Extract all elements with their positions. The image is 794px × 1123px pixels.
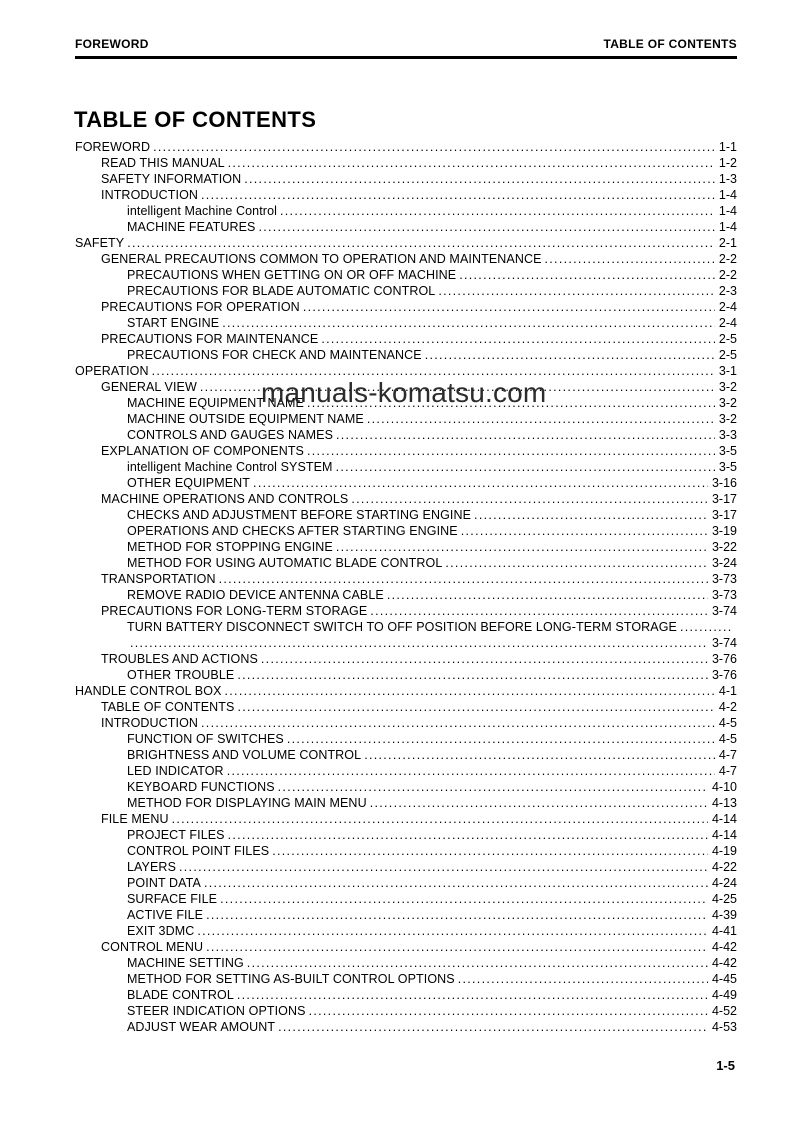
toc-entry-page: 2-5 [718,348,737,362]
toc-entry-label: MACHINE FEATURES [127,220,256,234]
toc-entry-page: 3-76 [711,652,737,666]
toc-entry [75,267,737,283]
dot-leader [459,267,715,283]
toc-entry [75,795,737,811]
dot-leader [287,731,715,747]
toc-entry-page: 4-25 [711,892,737,906]
toc-entry-page: 4-5 [718,732,737,746]
toc-entry-label: CONTROL MENU [101,940,204,954]
toc-entry-label: EXIT 3DMC [127,924,195,938]
toc-entry-label: GENERAL VIEW [101,380,197,394]
toc-entry-page: 4-52 [711,1004,737,1018]
toc-entry [75,987,737,1003]
toc-entry [75,715,737,731]
toc-entry [75,619,737,635]
dot-leader [201,715,715,731]
dot-leader [278,1019,708,1035]
toc-entry-page: 4-53 [711,1020,737,1034]
toc-entry-label: HANDLE CONTROL BOX [75,684,222,698]
toc-entry-label: LAYERS [127,860,177,874]
toc-entry-label: PRECAUTIONS FOR BLADE AUTOMATIC CONTROL [127,284,436,298]
toc-entry-page: 3-16 [711,476,737,490]
toc-entry-label: READ THIS MANUAL [101,156,225,170]
toc-entry [75,555,737,571]
toc-entry-label: MACHINE SETTING [127,956,244,970]
toc-entry-label: MACHINE OPERATIONS AND CONTROLS [101,492,349,506]
toc-entry-label: POINT DATA [127,876,201,890]
toc-entry-label: OTHER EQUIPMENT [127,476,251,490]
dot-leader [179,859,708,875]
toc-entry-label: intelligent Machine Control SYSTEM [127,460,333,474]
toc-entry-label: METHOD FOR SETTING AS-BUILT CONTROL OPTIONS [127,972,455,986]
toc-entry-label: KEYBOARD FUNCTIONS [127,780,275,794]
toc-entry [75,811,737,827]
toc-entry-label: OPERATIONS AND CHECKS AFTER STARTING ENGINE [127,524,458,538]
toc-entry-label: MACHINE OUTSIDE EQUIPMENT NAME [127,412,364,426]
footer-page-number: 1-5 [716,1058,735,1073]
dot-leader [303,299,715,315]
toc-entry-page: 4-39 [711,908,737,922]
dot-leader [272,843,708,859]
dot-leader [364,747,715,763]
toc-entry-label: OPERATION [75,364,149,378]
toc-entry-label: CHECKS AND ADJUSTMENT BEFORE STARTING ENGINE [127,508,472,522]
toc-entry-label: TABLE OF CONTENTS [101,700,235,714]
dot-leader [336,459,715,475]
toc-entry-page: 1-1 [718,140,737,154]
dot-leader [201,187,715,203]
toc-entry-page: 1-4 [718,204,737,218]
toc-entry [75,971,737,987]
dot-leader [225,683,715,699]
toc-entry-page: 2-4 [718,316,737,330]
toc-entry-label: TROUBLES AND ACTIONS [101,652,258,666]
toc-entry [75,235,737,251]
toc-entry [75,843,737,859]
dot-leader [680,619,733,635]
dot-leader [127,235,715,251]
running-header-right: TABLE OF CONTENTS [603,37,737,51]
toc-entry-label: PROJECT FILES [127,828,225,842]
toc-entry-page: 4-13 [711,796,737,810]
toc-entry [75,331,737,347]
toc-entry-page: 2-3 [718,284,737,298]
toc-entry-label: METHOD FOR DISPLAYING MAIN MENU [127,796,367,810]
toc-entry-page: 4-42 [711,940,737,954]
dot-leader [237,667,708,683]
toc-entry [75,875,737,891]
toc-entry [75,779,737,795]
toc-entry-continuation [75,635,737,651]
toc-entry-label: START ENGINE [127,316,220,330]
toc-entry-page: 4-14 [711,812,737,826]
toc-entry [75,907,737,923]
toc-entry-label: BLADE CONTROL [127,988,234,1002]
toc-list [75,139,737,1035]
toc-entry-page: 4-10 [711,780,737,794]
dot-leader [458,971,708,987]
toc-entry-label: BRIGHTNESS AND VOLUME CONTROL [127,748,362,762]
toc-entry-page: 4-1 [718,684,737,698]
toc-entry-label: REMOVE RADIO DEVICE ANTENNA CABLE [127,588,384,602]
dot-leader [253,475,708,491]
toc-entry [75,475,737,491]
dot-leader [247,955,708,971]
dot-leader [545,251,715,267]
toc-entry-page: 3-24 [711,556,737,570]
page-title: TABLE OF CONTENTS [74,107,317,132]
toc-entry [75,763,737,779]
dot-leader [307,443,715,459]
dot-leader [220,891,708,907]
toc-entry-page: 3-5 [718,444,737,458]
toc-entry-label: INTRODUCTION [101,716,199,730]
dot-leader [278,779,708,795]
toc-entry-page: 3-74 [711,636,737,650]
running-header-left: FOREWORD [75,37,149,51]
toc-entry-page: 3-73 [711,572,737,586]
toc-entry [75,667,737,683]
toc-entry-page: 4-5 [718,716,737,730]
toc-entry-page: 2-5 [718,332,737,346]
toc-entry-label: OTHER TROUBLE [127,668,235,682]
dot-leader [130,635,708,651]
toc-entry [75,139,737,155]
toc-entry-page: 3-74 [711,604,737,618]
toc-entry-label: LED INDICATOR [127,764,224,778]
toc-entry [75,251,737,267]
dot-leader [228,827,708,843]
toc-entry-label: INTRODUCTION [101,188,199,202]
toc-entry [75,187,737,203]
dot-leader [474,507,708,523]
dot-leader [321,331,715,347]
dot-leader [204,875,708,891]
toc-entry-label: CONTROL POINT FILES [127,844,270,858]
dot-leader [206,907,708,923]
toc-entry [75,859,737,875]
toc-entry [75,651,737,667]
dot-leader [370,603,708,619]
toc-entry-label: PRECAUTIONS WHEN GETTING ON OR OFF MACHINE [127,268,457,282]
toc-entry [75,299,737,315]
toc-entry [75,683,737,699]
toc-entry [75,539,737,555]
toc-entry-page: 3-19 [711,524,737,538]
header-rule [75,56,737,59]
toc-entry-page: 4-45 [711,972,737,986]
toc-entry [75,1003,737,1019]
toc-entry [75,827,737,843]
toc-entry-page: 4-49 [711,988,737,1002]
toc-entry-label: ADJUST WEAR AMOUNT [127,1020,276,1034]
dot-leader [228,155,715,171]
toc-entry [75,923,737,939]
toc-entry [75,315,737,331]
toc-entry [75,1019,737,1035]
toc-entry-label: PRECAUTIONS FOR MAINTENANCE [101,332,319,346]
toc-entry-label: TURN BATTERY DISCONNECT SWITCH TO OFF POSITION BEFORE LONG-TERM STORAGE [127,620,677,634]
toc-entry-page: 4-22 [711,860,737,874]
toc-entry-label: FUNCTION OF SWITCHES [127,732,284,746]
toc-entry-label: SAFETY INFORMATION [101,172,242,186]
dot-leader [227,763,715,779]
toc-entry-page: 3-73 [711,588,737,602]
toc-entry-page: 3-1 [718,364,737,378]
dot-leader [367,411,715,427]
dot-leader [461,523,708,539]
dot-leader [206,939,708,955]
toc-entry-page: 2-4 [718,300,737,314]
dot-leader [222,315,715,331]
toc-entry [75,411,737,427]
toc-entry-page: 2-1 [718,236,737,250]
toc-entry [75,699,737,715]
toc-entry-page: 4-42 [711,956,737,970]
dot-leader [425,347,715,363]
toc-entry-page: 1-3 [718,172,737,186]
toc-entry-label: PRECAUTIONS FOR OPERATION [101,300,300,314]
dot-leader [219,571,708,587]
toc-entry [75,219,737,235]
toc-entry [75,171,737,187]
toc-entry-page: 2-2 [718,268,737,282]
toc-entry [75,523,737,539]
toc-entry-page: 4-24 [711,876,737,890]
toc-entry-page: 4-7 [718,764,737,778]
toc-entry [75,459,737,475]
toc-entry-page: 4-41 [711,924,737,938]
dot-leader [172,811,708,827]
dot-leader [309,1003,708,1019]
toc-entry-label: METHOD FOR STOPPING ENGINE [127,540,333,554]
page-footer [75,1058,735,1073]
toc-entry-page: 3-2 [718,396,737,410]
toc-entry-label: METHOD FOR USING AUTOMATIC BLADE CONTROL [127,556,443,570]
dot-leader [261,651,708,667]
toc-entry-page: 3-22 [711,540,737,554]
dot-leader [280,203,715,219]
toc-entry [75,603,737,619]
toc-entry-page: 1-2 [718,156,737,170]
toc-entry [75,427,737,443]
toc-entry [75,747,737,763]
toc-entry-page: 4-7 [718,748,737,762]
toc-entry [75,731,737,747]
toc-entry-page: 3-5 [718,460,737,474]
toc-entry-label: EXPLANATION OF COMPONENTS [101,444,304,458]
watermark: manuals-komatsu.com [261,377,547,408]
dot-leader [153,139,715,155]
toc-entry-label: SAFETY [75,236,125,250]
dot-leader [237,987,708,1003]
toc-entry-label: TRANSPORTATION [101,572,216,586]
toc-entry [75,347,737,363]
dot-leader [336,539,708,555]
dot-leader [237,699,714,715]
dot-leader [244,171,715,187]
toc-entry-page: 4-2 [718,700,737,714]
toc-entry [75,571,737,587]
toc-entry-page: 4-14 [711,828,737,842]
toc-entry-page: 4-19 [711,844,737,858]
toc-entry-label: GENERAL PRECAUTIONS COMMON TO OPERATION AND MAINTENANCE [101,252,542,266]
toc-entry-label: MACHINE EQUIPMENT NAME [127,396,304,410]
toc-entry-page: 3-2 [718,380,737,394]
toc-entry [75,955,737,971]
toc-entry [75,283,737,299]
toc-entry-label: PRECAUTIONS FOR LONG-TERM STORAGE [101,604,368,618]
toc-entry-label: STEER INDICATION OPTIONS [127,1004,306,1018]
dot-leader [445,555,708,571]
toc-entry-page: 3-17 [711,492,737,506]
toc-entry-page: 1-4 [718,220,737,234]
toc-entry-label: CONTROLS AND GAUGES NAMES [127,428,334,442]
toc-entry [75,939,737,955]
toc-entry-page: 1-4 [718,188,737,202]
toc-entry-label: ACTIVE FILE [127,908,204,922]
dot-leader [387,587,708,603]
toc-entry-label: PRECAUTIONS FOR CHECK AND MAINTENANCE [127,348,422,362]
toc-entry-label: SURFACE FILE [127,892,218,906]
toc-entry-page: 3-2 [718,412,737,426]
dot-leader [258,219,714,235]
toc-entry-page: 3-76 [711,668,737,682]
dot-leader [197,923,708,939]
toc-entry-page: 3-3 [718,428,737,442]
toc-entry-label: FILE MENU [101,812,169,826]
dot-leader [351,491,708,507]
toc-entry [75,491,737,507]
toc-entry-label: FOREWORD [75,140,151,154]
toc-entry-page: 3-17 [711,508,737,522]
toc-entry [75,891,737,907]
toc-entry [75,507,737,523]
toc-entry [75,587,737,603]
toc-entry-page: 2-2 [718,252,737,266]
toc-entry [75,155,737,171]
dot-leader [336,427,715,443]
toc-entry-label: intelligent Machine Control [127,204,278,218]
dot-leader [438,283,715,299]
toc-entry [75,443,737,459]
dot-leader [370,795,708,811]
toc-entry [75,203,737,219]
running-header [75,37,737,51]
